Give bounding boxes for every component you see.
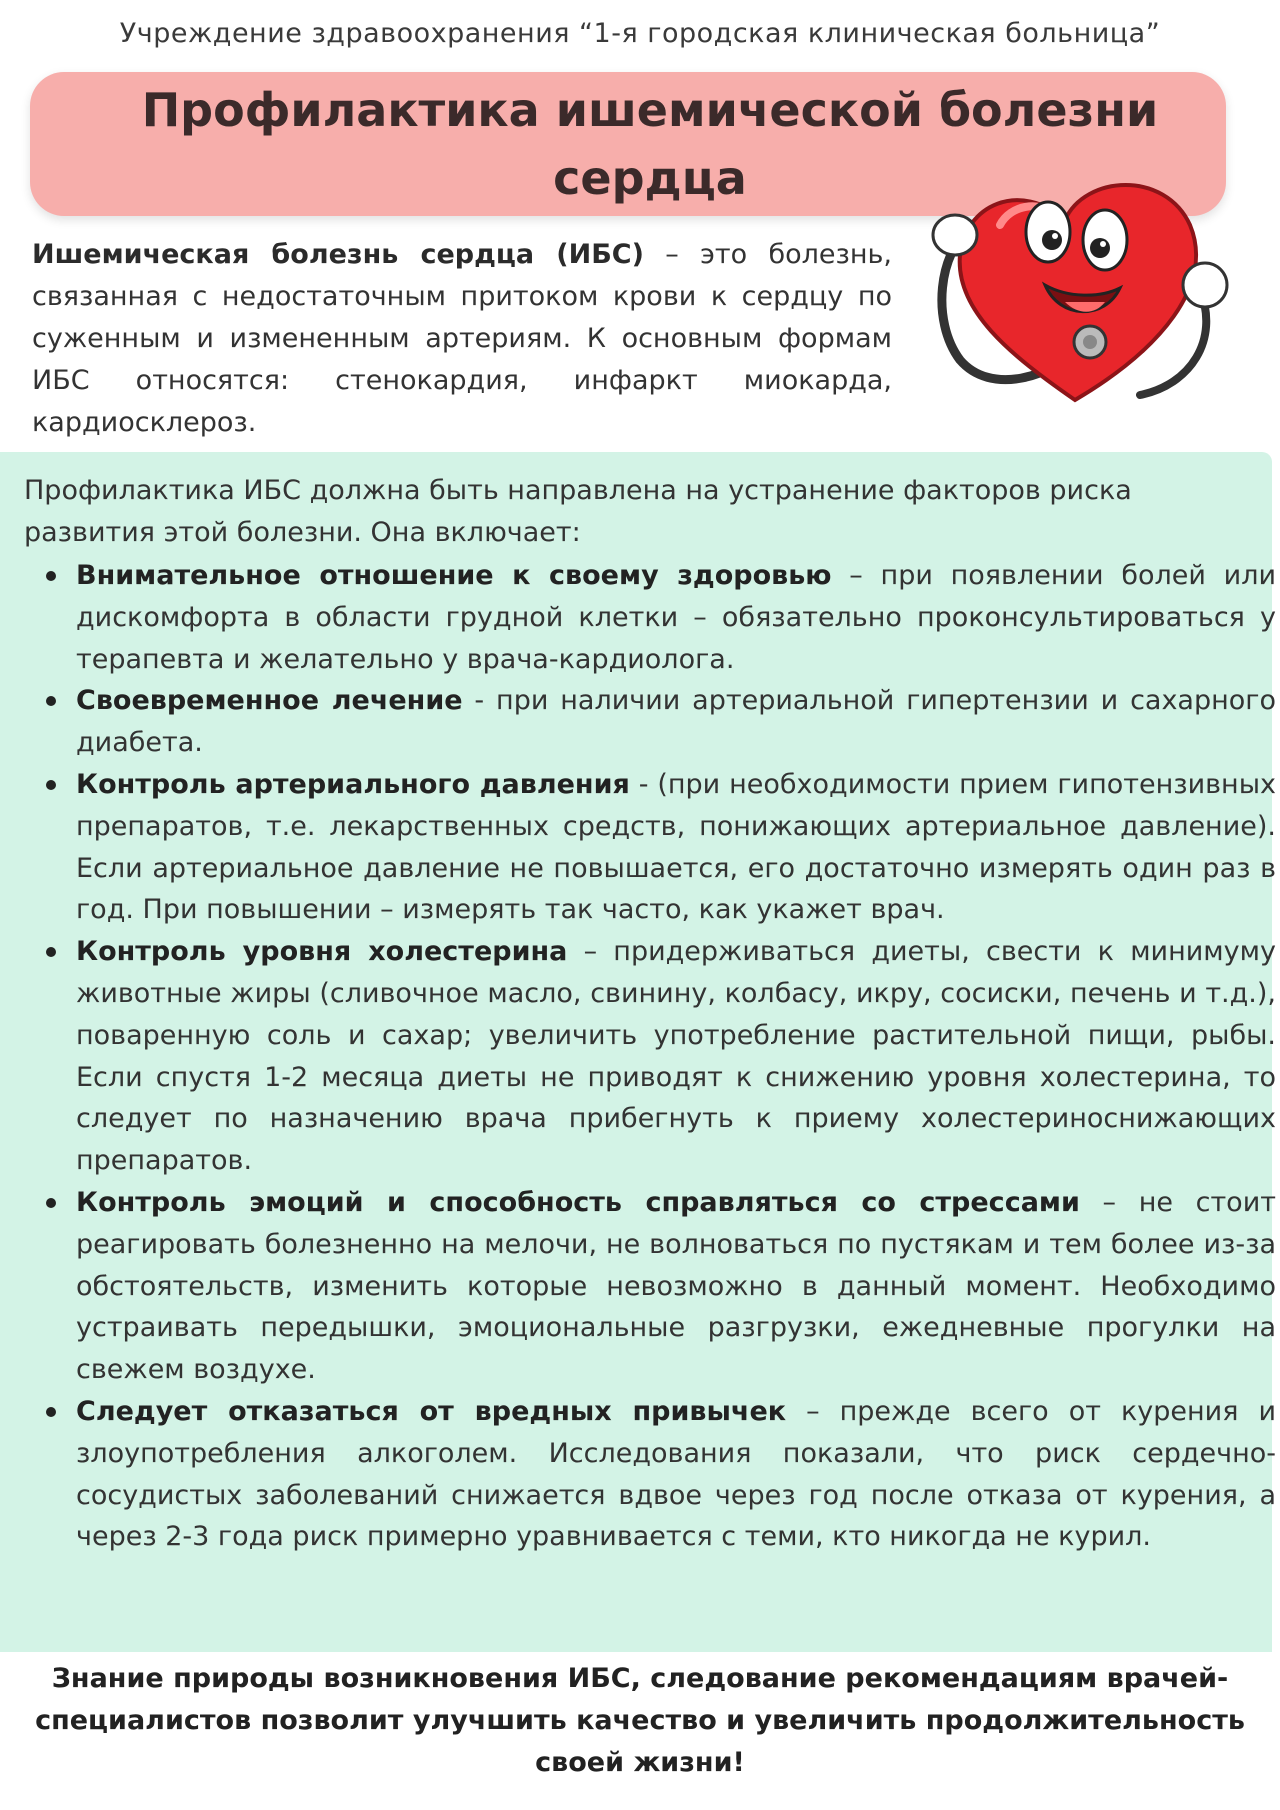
item-title: Следует отказаться от вредных привычек [76,1395,787,1427]
bullet-icon [46,571,56,581]
bullet-icon [46,1407,56,1417]
item-text: – прежде всего от курения и злоупотребления алкоголем. Исследования показали, что риск сердечно-сосудистых заболеваний снижается вдвое через год после отказа от курения, а через 2-3 года риск примерно уравнивается с теми, кто никогда не курил. [76,1395,1277,1553]
item-text: - (при необходимости прием гипотензивных препаратов, т.е. лекарственных средств, понижающих артериальное давление). Если артериальное давление не повышается, его достаточно измерять один раз в год. При повышении – измерять так часто, как укажет врач. [76,768,1276,926]
heart-mascot-icon [900,170,1245,430]
list-item [76,764,1276,931]
closing-statement: Знание природы возникновения ИБС, следование рекомендациям врачей-специалистов позволит улучшить качество и увеличить продолжительность своей жизни! [35,1663,1245,1778]
intro-paragraph [32,234,892,444]
list-item [76,1391,1276,1558]
list-item [76,931,1276,1182]
item-title: Контроль уровня холестерина [76,936,568,968]
item-title: Контроль эмоций и способность справляться со стрессами [76,1186,1080,1218]
item-title: Внимательное отношение к своему здоровью [76,560,832,591]
list-item [76,680,1276,764]
item-text: - при наличии артериальной гипертензии и сахарного диабета. [76,685,1276,759]
item-text: – придерживаться диеты, свести к минимуму животные жиры (сливочное масло, свинину, колбасу, икру, сосиски, печень и т.д.), поваренную соль и сахар; увеличить употребление растительной пищи, рыбы. Если спустя 1-2 месяца диеты не приводят к снижению уровня холестерина, то следует по назначению врача прибегнуть к приему холестериноснижающих препаратов. [76,936,1276,1177]
page-title: Профилактика ишемической болезни сердца [141,83,1159,205]
list-item [76,1182,1276,1391]
list-item [76,555,1276,680]
intro-term: Ишемическая болезнь сердца (ИБС) [32,239,644,270]
bullet-icon [46,947,56,957]
bullet-icon [46,696,56,706]
prevention-lead: Профилактика ИБС должна быть направлена на устранение факторов риска развития этой болезни. Она включает: [24,475,1132,548]
item-text: – не стоит реагировать болезненно на мелочи, не волноваться по пустякам и тем более из-за обстоятельств, изменить которые невозможно в данный момент. Необходимо устраивать передышки, эмоциональные разгрузки, ежедневные прогулки на свежем воздухе. [76,1186,1276,1386]
intro-text: – это болезнь, связанная с недостаточным притоком крови к сердцу по суженным и измененным артериям. К основным формам ИБС относятся: стенокардия, инфаркт миокарда, кардиосклероз. [32,239,892,438]
item-title: Контроль артериального давления [76,768,630,800]
item-text: – при появлении болей или дискомфорта в области грудной клетки – обязательно проконсультироваться у терапевта и желательно у врача-кардиолога. [76,560,1276,675]
organization-name: Учреждение здравоохранения “1-я городская клиническая больница” [119,18,1161,49]
item-title: Своевременное лечение [76,685,463,717]
bullet-icon [46,1198,56,1208]
prevention-list [40,555,1276,1558]
bullet-icon [46,780,56,790]
